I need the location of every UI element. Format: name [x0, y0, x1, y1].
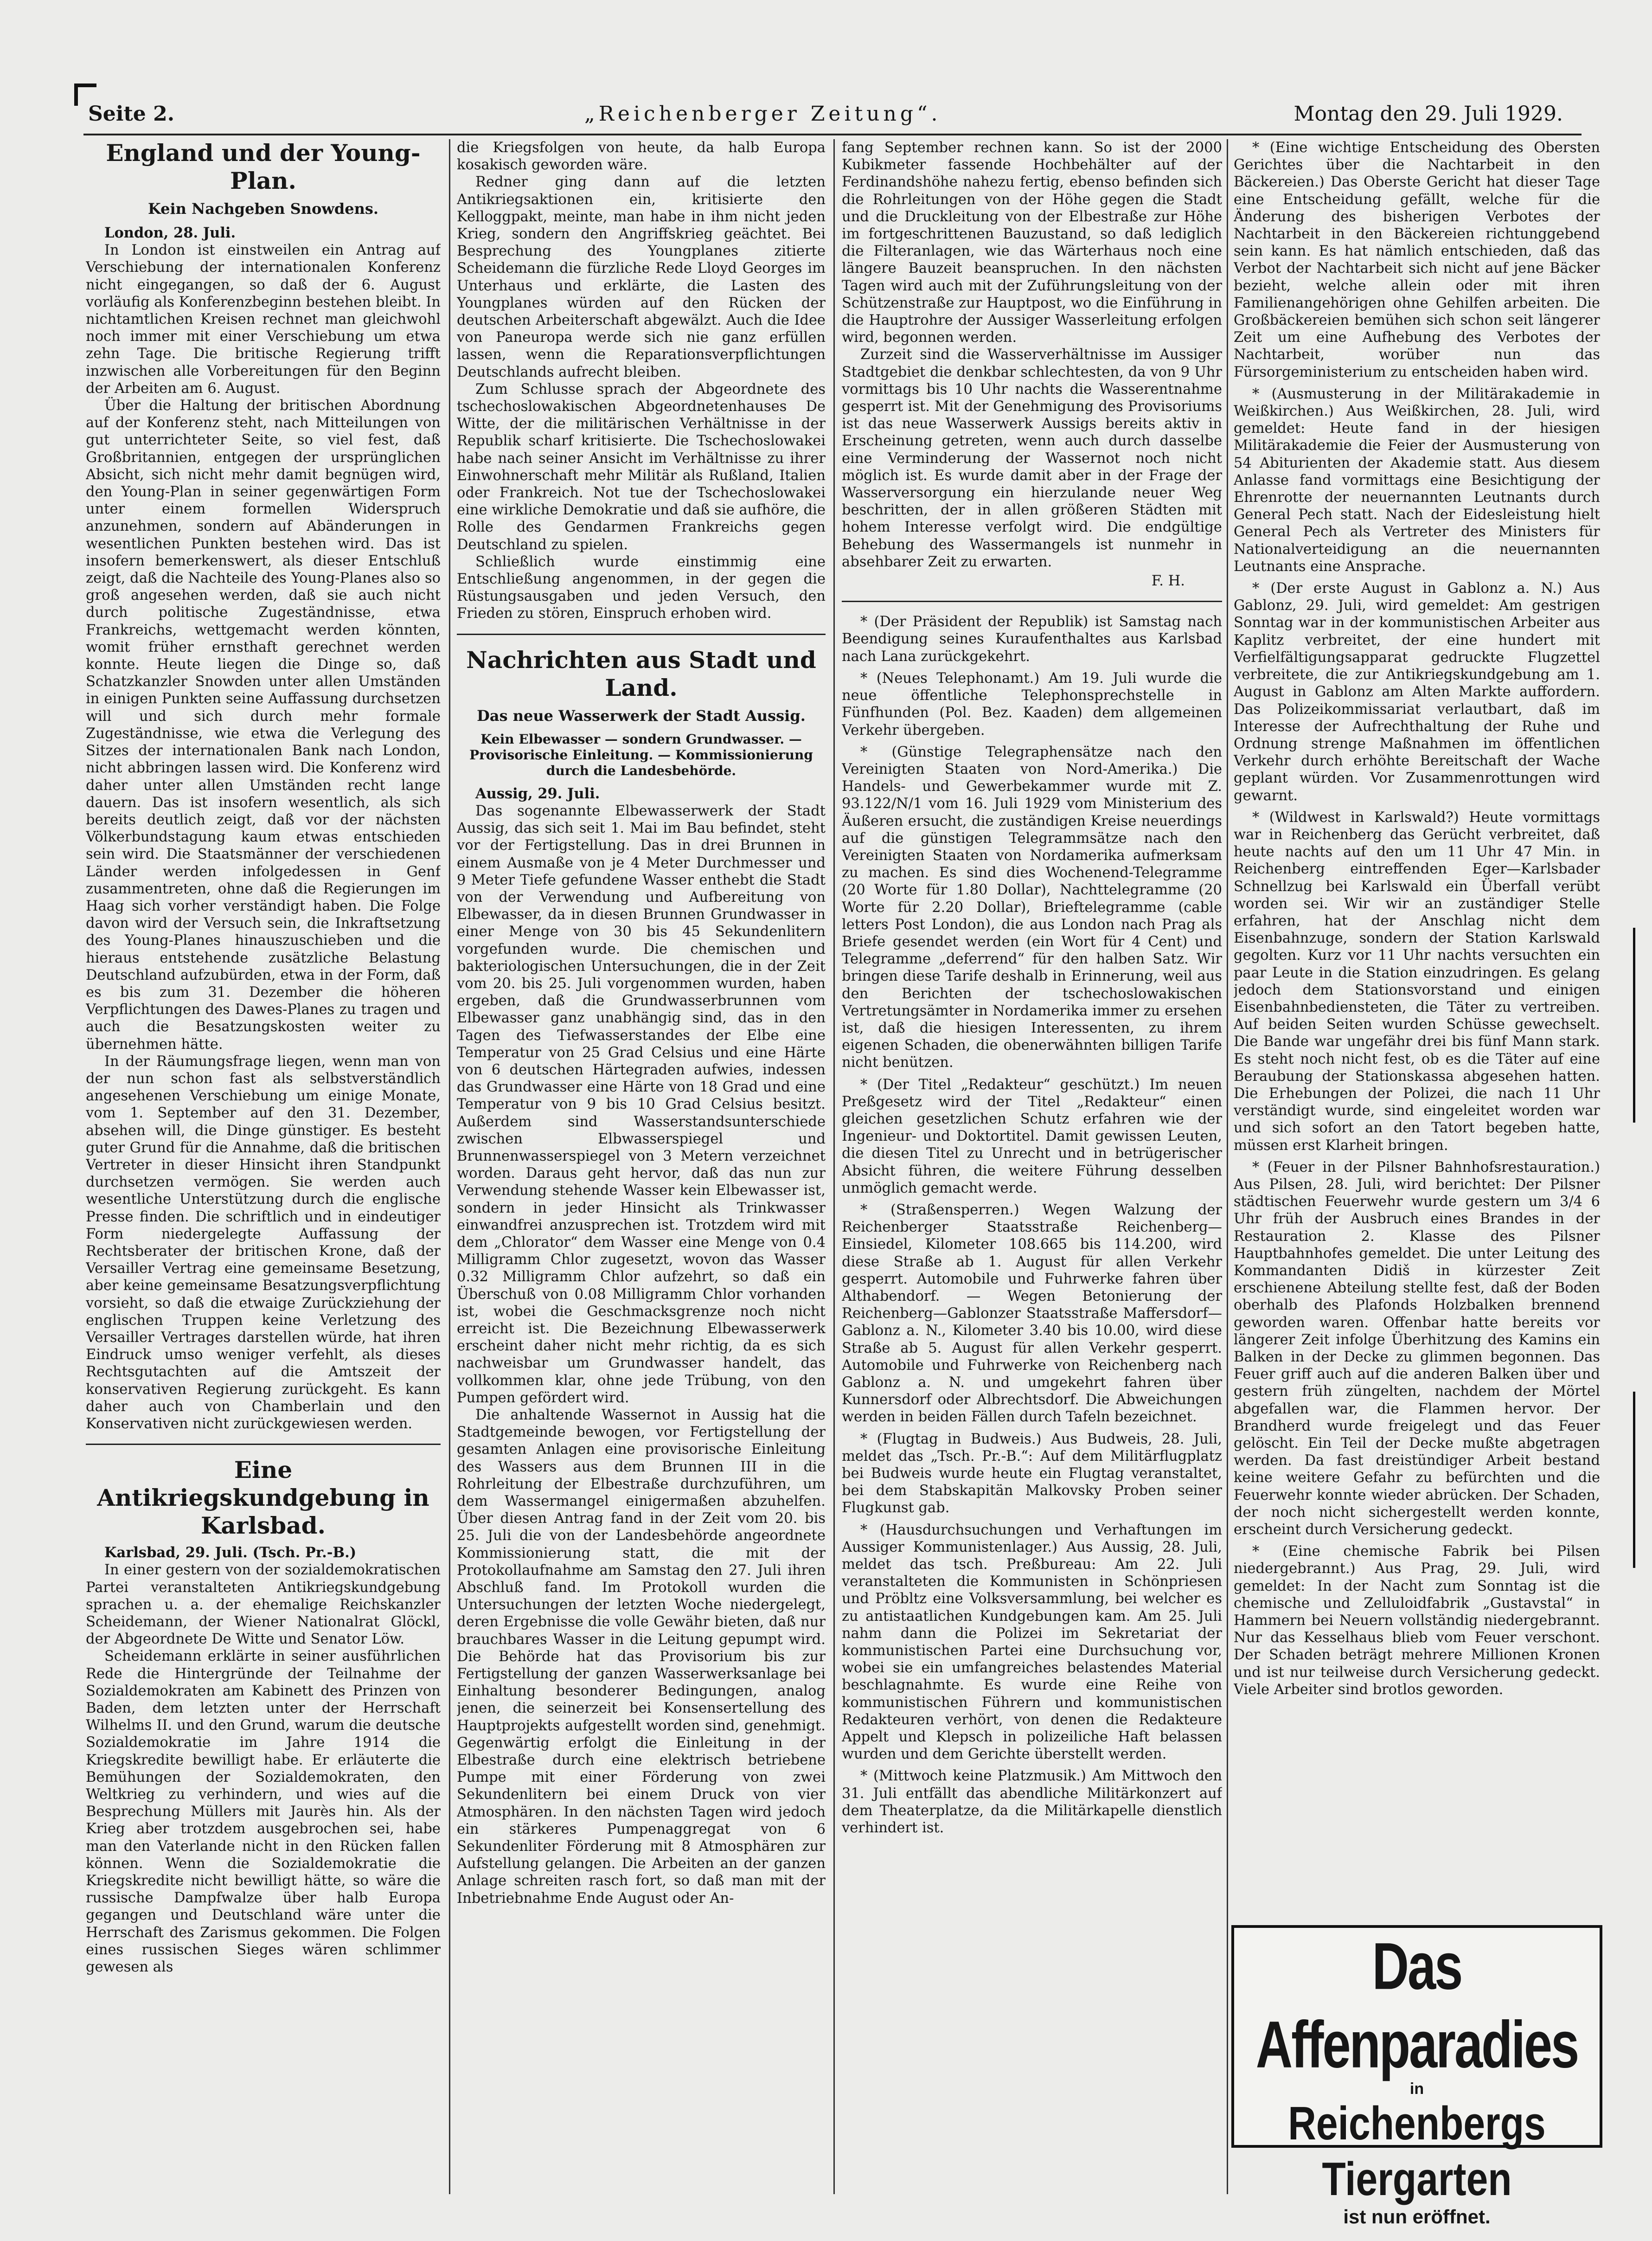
header-rule [83, 134, 1582, 135]
news-item: * (Wildwest in Karlswald?) Heute vormittags war in Reichenberg das Gerücht verbreitet, daß heute nachts auf den um 11 Uhr 47 Min. in Reichenberg eintreffenden Eger—Karlsbader Schnellzug bei Karlswald ein Überfall verübt worden sei. Wir wir an zuständiger Stelle erfahren, hat der Anschlag nicht dem Eisenbahnzuge, sondern der Station Karlswald gegolten. Kurz vor 11 Uhr nachts versuchten ein paar Leute in die Station einzudringen. Es gelang jedoch dem Stationsvorstand und einigen Eisenbahnbediensteten, die Täter zu vertreiben. Auf beiden Seiten wurden Schüsse gewechselt. Die Bande war ungefähr drei bis fünf Mann stark. Es steht noch nicht fest, ob es die Täter auf eine Beraubung der Stationskassa abgesehen hatten. Die Erhebungen der Polizei, die nach 11 Uhr verständigt wurde, sind eingeleitet worden war und sich sofort an den Tatort begeben hatte, müssen erst Klarheit bringen. [1234, 809, 1600, 1154]
dateline: Aussig, 29. Juli. [475, 785, 600, 802]
article-divider [86, 1444, 441, 1445]
paragraph: Scheidemann erklärte in seiner ausführlichen Rede die Hintergründe der Teilnahme der Sozialdemokraten am Kabinett des Prinzen von Baden, dem letzten unter der Herrschaft Wilhelms II. und den Grund, warum die deutsche Sozialdemokratie im Jahre 1914 die Kriegskredite bewilligt habe. Er erläuterte die Bemühungen der Sozialdemokraten, den Weltkrieg zu verhindern, und wies auf die Besprechung Müllers mit Jaurès hin. Als der Krieg aber trotzdem ausgebrochen sei, habe man den Vaterlande nicht in den Rücken fallen können. Wenn die Sozialdemokratie die Kriegskredite nicht bewilligt hätte, so wäre die russische Dampfwalze über halb Europa gegangen und Deutschland wäre unter die Herrschaft des Zarismus gekommen. Die Folgen eines russischen Sieges wären schlimmer gewesen als [86, 1648, 441, 1976]
article-title: England und der Young-Plan. [106, 139, 421, 194]
article-title: Eine Antikriegskundgebung in Karlsbad. [97, 1456, 429, 1540]
dateline: Karlsbad, 29. Juli. (Tsch. Pr.-B.) [104, 1544, 357, 1561]
column-divider [449, 139, 450, 2194]
news-item: * (Ausmusterung in der Militärakademie in Weißkirchen.) Aus Weißkirchen, 28. Juli, wird gemeldet: Heute fand in der hiesigen Militärakademie die Feier der Ausmusterung von 54 Abiturienten der Akademie statt. Aus diesem Anlasse fand vormittags eine Besichtigung der Ehrenrotte der neuernannten Leutnants durch General Pech statt. Nach der Eidesleistung hielt General Pech als Vertreter des Ministers für Nationalverteidigung an die neuernannten Leutnants eine Ansprache. [1234, 385, 1600, 575]
paragraph: Schließlich wurde einstimmig eine Entschließung angenommen, in der gegen die Rüstungsausgaben und jeden Versuch, den Frieden zu stören, Einspruch erhoben wird. [457, 553, 826, 622]
paragraph: die Kriegsfolgen von heute, da halb Europa kosakisch geworden wäre. [457, 140, 826, 173]
paragraph: Redner ging dann auf die letzten Antikriegsaktionen ein, kritisierte den Kelloggpakt, meinte, man habe in ihm nicht jeden Krieg, sondern den Angriffskrieg geächtet. Bei Besprechung des Youngplanes zitierte Scheidemann die fürzliche Rede Lloyd Georges im Unterhaus und erklärte, die Lasten des Youngplanes würden auf den Rücken der deutschen Arbeiterschaft abgewälzt. Auch die Idee von Paneuropa werde sich nie ganz erfüllen lassen, wenn die Reparationsverpflichtungen Deutschlands aufrecht bleiben. [457, 174, 826, 380]
news-item: * (Neues Telephonamt.) Am 19. Juli wurde die neue öffentliche Telephonsprechstelle in Fünfhunden (Pol. Bez. Kaaden) dem allgemeinen Verkehr übergeben. [842, 670, 1222, 738]
page-header [79, 98, 1572, 131]
column-3 [842, 139, 1222, 2185]
news-item: * (Feuer in der Pilsner Bahnhofsrestauration.) Aus Pilsen, 28. Juli, wird berichtet: Der Pilsner städtischen Feuerwehr wurde gestern um 3/4 6 Uhr früh der Ausbruch eines Brandes in der Restauration 2. Klasse des Pilsner Hauptbahnhofes gemeldet. Die unter Leitung des Kommandanten Didiš in kürzester Zeit erschienene Abteilung stellte fest, daß der Boden oberhalb des Plafonds Holzbalken brennend geworden waren. Offenbar hatte bereits vor längerer Zeit infolge Überhitzung des Kamins ein Balken in der Decke zu glimmen begonnen. Das Feuer griff auch auf die anderen Balken über und gestern früh züngelten, nachdem der Mörtel abgefallen war, die Flammen hervor. Der Brandherd wurde freigelegt und das Feuer gelöscht. Ein Teil der Decke mußte abgetragen werden. Da fast dreistündiger Arbeit bestand keine weitere Gefahr zu befürchten und die Feuerwehr konnte wieder abrücken. Der Schaden, der noch nicht sichergestellt werden konnte, erscheint durch Versicherung gedeckt. [1234, 1159, 1600, 1538]
section-title: Nachrichten aus Stadt und Land. [466, 646, 816, 701]
column-divider [1227, 139, 1228, 2194]
article-divider [842, 601, 1222, 602]
edge-mark [1633, 928, 1635, 1123]
paragraph: Das sogenannte Elbewasserwerk der Stadt Aussig, das sich seit 1. Mai im Bau befindet, steht vor der Fertigstellung. Das in drei Brunnen in einem Ausmaße von je 4 Meter Durchmesser und 9 Meter Tiefe gefundene Wasser enthebt die Stadt von der Verwendung und Aufbereitung von Elbewasser, da in diesen Brunnen Grundwasser in einer Menge von 30 bis 45 Sekundenlitern vorgefunden wurde. Die chemischen und bakteriologischen Untersuchungen, die in der Zeit vom 20. bis 25. Juli vorgenommen wurden, haben ergeben, daß die Grundwasserbrunnen vom Elbewasser ganz unabhängig sind, das in den Tagen des Tiefwasserstandes der Elbe eine Temperatur von 25 Grad Celsius und eine Härte von 6 deutschen Härtegraden aufwies, indessen das Grundwasser eine Härte von 18 Grad und eine Temperatur von 9 bis 10 Grad Celsius besitzt. Außerdem sind Wasserstandsunterschiede zwischen Elbwasserspiegel und Brunnenwasserspiegel von 3 Metern verzeichnet worden. Daraus geht hervor, daß das nun zur Verwendung stehende Wasser kein Elbewasser ist, sondern in jeder Hinsicht als Trinkwasser einwandfrei anzusprechen ist. Trotzdem wird mit dem „Chlorator“ dem Wasser eine Menge von 0.4 Milligramm Chlor zugesetzt, wovon das Wasser 0.32 Milligramm Chlor aufzehrt, so daß ein Überschuß von 0.08 Milligramm Chlor vorhanden ist, wobei die Geschmacksgrenze noch nicht erreicht ist. Die Bezeichnung Elbewasserwerk erscheint daher nicht mehr richtig, da es sich nachweisbar um Grundwasser handelt, das vollkommen klar, ohne jede Trübung, von den Pumpen gefördert wird. [457, 803, 826, 1406]
column-4 [1234, 139, 1600, 1907]
news-item: * (Der erste August in Gablonz a. N.) Aus Gablonz, 29. Juli, wird gemeldet: Am gestrigen Sonntag war in der kommunistischen Arbeiter aus Kaplitz verbreitet, der eine hundert mit Verfielfältigungsapparat gedruckte Flugzettel verbreitete, die zur Antikriegskundgebung am 1. August in Gablonz am Alten Markte auffordern. Das Polizeikommissariat verlautbart, daß im Interesse der Aufrechthaltung der Ruhe und Ordnung strenge Maßnahmen im öffentlichen Verkehr durch erhöhte Bereitschaft der Wache geplant würden. Vor Zusammenrottungen wird gewarnt. [1234, 580, 1600, 804]
issue-date: Montag den 29. Juli 1929. [1293, 102, 1563, 126]
section-divider [457, 634, 826, 635]
ad-location: Reichenbergs Tiergarten [1288, 2097, 1546, 2205]
news-item: * (Eine wichtige Entscheidung des Obersten Gerichtes über die Nachtarbeit in den Bäckereien.) Das Oberste Gericht hat dieser Tage eine Entscheidung gefällt, welche für die Änderung des bisherigen Verbotes der Nachtarbeit in den Bäckereien richtunggebend sein kann. Es hat nämlich entschieden, daß das Verbot der Nachtarbeit sich nicht auf jene Bäcker bezieht, welche allein oder mit ihren Familienangehörigen ohne Gehilfen arbeiten. Die Großbäckereien bemühen sich schon seit längerer Zeit um eine Aufhebung des Verbotes der Nachtarbeit, worüber nun das Fürsorgeministerium zu entscheiden haben wird. [1234, 140, 1600, 380]
article-subtitle: Kein Elbewasser — sondern Grundwasser. — Provisorische Einleitung. — Kommissionierung durch die Landesbehörde. [469, 731, 813, 778]
column-divider [833, 139, 835, 2194]
paragraph: Über die Haltung der britischen Abordnung auf der Konferenz steht, nach Mitteilungen von gut unterrichteter Seite, so viel fest, daß Großbritannien, entgegen der ursprünglichen Absicht, sich nicht mehr damit begnügen wird, den Young-Plan in seiner gegenwärtigen Form unter einem formellen Widerspruch anzunehmen, sondern auf Abänderungen in wesentlichen Punkten bestehen wird. Das ist insofern bemerkenswert, als dieser Entschluß zeigt, daß die Nachteile des Young-Planes also so groß angesehen werden, daß sie auch nicht durch politische Zugeständnisse, etwa Frankreichs, wettgemacht werden könnten, womit früher ernsthaft gerechnet werden konnte. Heute liegen die Dinge so, daß Schatzkanzler Snowden unter allen Umständen in einigen Punkten seine Auffassung durchsetzen will und sich durch mehr formale Zugeständnisse, wie etwa die Verlegung des Sitzes der internationalen Bank nach London, nicht abbringen lassen wird. Die Konferenz wird daher unter allen Umständen recht lange dauern. Das ist insofern wesentlich, als sich bereits deutlich zeigt, daß vor der nächsten Völkerbundstagung kaum etwas entschieden sein wird. Die Staatsmänner der verschiedenen Länder werden infolgedessen in Genf zusammentreten, ohne daß die Regierungen im Haag sich vorher verständigt haben. Die Folge davon wird der Versuch sein, die Inkraftsetzung des Young-Planes hinauszuschieben und die hieraus entstehende zusätzliche Belastung Deutschland aufzubürden, etwa in der Form, daß es bis zum 31. Dezember die höheren Verpflichtungen des Dawes-Planes zu tragen und auch die Besatzungskosten weiter zu übernehmen hätte. [86, 398, 441, 1053]
paragraph: In einer gestern von der sozialdemokratischen Partei veranstalteten Antikriegskundgebung sprachen u. a. der ehemalige Reichskanzler Scheidemann, der Wiener Nationalrat Glöckl, der Abgeordnete De Witte und Senator Löw. [86, 1562, 441, 1648]
news-item: * (Der Titel „Redakteur“ geschützt.) Im neuen Preßgesetz wird der Titel „Redakteur“ einen gleichen gesetzlichen Schutz erfahren wie der Ingenieur- und Doktortitel. Damit gewissen Leuten, die diesen Titel zu Unrecht und in betrügerischer Absicht führen, die weitere Führung desselben unmöglich gemacht werde. [842, 1076, 1222, 1196]
ad-tagline: ist nun eröffnet. [1343, 2206, 1491, 2228]
paragraph: In der Räumungsfrage liegen, wenn man von der nun schon fast als selbstverständlich angesehenen Verschiebung um einige Monate, vom 1. September auf den 31. Dezember, absehen will, die Dinge günstiger. Es besteht guter Grund für die Annahme, daß die britischen Vertreter in dieser Hinsicht ihren Standpunkt durchsetzen vermögen. Sie werden auch wesentliche Unterstützung durch die englische Presse finden. Die schriftlich und in eindeutiger Form niedergelegte Auffassung der Rechtsberater der britischen Krone, daß der Versailler Vertrag eine gemeinsame Besetzung, aber keine gemeinsame Besatzungsverpflichtung vorsieht, so daß die etwaige Zurückziehung der englischen Truppen keine Verletzung des Versailler Vertrages darstellen würde, hat ihren Eindruck umso weniger verfehlt, als dieses Rechtsgutachten auf die Amtszeit der konservativen Regierung zurückgeht. Es kann daher auch von Chamberlain und den Konservativen nicht zurückgewiesen werden. [86, 1053, 441, 1432]
paragraph: In London ist einstweilen ein Antrag auf Verschiebung der internationalen Konferenz nicht eingegangen, so daß der 6. August vorläufig als Konferenzbeginn bestehen bleibt. In nichtamtlichen Kreisen rechnet man gleichwohl noch immer mit einer Verschiebung um etwa zehn Tage. Die britische Regierung trifft inzwischen alle Vorbereitungen für den Beginn der Arbeiten am 6. August. [86, 242, 441, 397]
paragraph: Zum Schlusse sprach der Abgeordnete des tschechoslowakischen Abgeordnetenhauses De Witte, der die militärischen Verhältnisse in der Republik scharf kritisierte. Die Tschechoslowakei habe nach seiner Ansicht im Verhältnisse zu ihrer Einwohnerschaft mehr Militär als Rußland, Italien oder Frankreich. Not tue der Tschechoslowakei eine wirkliche Demokratie und daß sie aufhöre, die Rolle des Gendarmen Frankreichs gegen Deutschland zu spielen. [457, 381, 826, 553]
news-item: * (Hausdurchsuchungen und Verhaftungen im Aussiger Kommunistenlager.) Aus Aussig, 28. Juli, meldet das tsch. Preßbureau: Am 22. Juli veranstalteten die Kommunisten in Schönpriesen und Pröbltz eine Volksversammlung, bei welcher es zu antistaatlichen Kundgebungen kam. Am 25. Juli nahm dann die Polizei im Sekretariat der kommunistischen Partei eine Durchsuchung vor, wobei sie ein umfangreiches belastendes Material beschlagnahmte. Es wurde eine Reihe von kommunistischen Führern und kommunistischen Redakteuren verhört, von denen die Redakteure Appelt und Klepsch in polizeiliche Haft belassen wurden und dem Gerichte überstellt werden. [842, 1522, 1222, 1763]
paragraph: fang September rechnen kann. So ist der 2000 Kubikmeter fassende Hochbehälter auf der Ferdinandshöhe nahezu fertig, ebenso befinden sich die Rohrleitungen von der Höhe gegen die Stadt und die Druckleitung von der Elbestraße zur Höhe im fortgeschrittenen Bauzustand, so daß lediglich die Filteranlagen, wie das Wärterhaus noch eine längere Bauzeit beanspruchen. In den nächsten Tagen wird auch mit der Zuführungsleitung von der Schützenstraße zur Hauptpost, wo die Einführung in die Hauptrohre der Aussiger Wasserleitung erfolgen wird, begonnen werden. [842, 140, 1222, 346]
ad-headline: Das Affenparadies [1255, 1929, 1578, 2082]
news-item: * (Der Präsident der Republik) ist Samstag nach Beendigung seines Kuraufenthaltes aus Karlsbad nach Lana zurückgekehrt. [842, 614, 1222, 665]
dateline: London, 28. Juli. [104, 225, 236, 241]
column-2 [457, 139, 826, 2185]
news-item: * (Flugtag in Budweis.) Aus Budweis, 28. Juli, meldet das „Tsch. Pr.-B.“: Auf dem Militärflugplatz bei Budweis wurde heute ein Flugtag veranstaltet, bei dem Stabskapitän Malkovsky Proben seiner Flugkunst gab. [842, 1431, 1222, 1516]
newspaper-title: „Reichenberger Zeitung“. [584, 102, 941, 126]
news-item: * (Günstige Telegraphensätze nach den Vereinigten Staaten von Nord-Amerika.) Die Handels- und Gewerbekammer wurde mit Z. 93.122/N/1 vom 16. Juli 1929 vom Ministerium des Äußeren ersucht, die zuständigen Kreise neuerdings auf die günstigen Telegrammsätze nach den Vereinigten Staaten von Nordamerika aufmerksam zu machen. Es sind dies Wochenend-Telegramme (20 Worte für 1.80 Dollar), Nachttelegramme (20 Worte für 2.20 Dollar), Brieftelegramme (cable letters Post London), die aus London nach Prag als Briefe gesendet werden (ein Wort für 4 Cent) und Telegramme „deferrend“ für den halben Satz. Wir bringen diese Tarife deshalb in Erinnerung, weil aus den Berichten der tschechoslowakischen Vertretungsämter in Nordamerika immer zu ersehen ist, daß die hiesigen Interessenten, zu ihrem eigenen Schaden, die obenerwähnten billigen Tarife nicht benützen. [842, 744, 1222, 1071]
paragraph: Zurzeit sind die Wasserverhältnisse im Aussiger Stadtgebiet die denkbar schlechtesten, da von 9 Uhr vormittags bis 10 Uhr nachts die Wasserentnahme gesperrt ist. Mit der Genehmigung des Provisoriums ist das neue Wasserwerk Aussigs bereits aktiv in Erscheinung getreten, wenn auch durch dasselbe eine Verminderung der Wassernot noch nicht möglich ist. Es wurde damit aber in der Frage der Wasserversorgung ein hierzulande neuer Weg beschritten, der in allen größeren Städten mit hohem Interesse verfolgt wird. Die endgültige Behebung des Wassermangels ist nunmehr in absehbarer Zeit zu erwarten. [842, 347, 1222, 570]
news-item: * (Eine chemische Fabrik bei Pilsen niedergebrannt.) Aus Prag, 29. Juli, wird gemeldet: In der Nacht zum Sonntag ist die chemische und Zelluloidfabrik „Gustavstal“ in Hammern bei Neuern vollständig niedergebrannt. Nur das Kesselhaus blieb vom Feuer verschont. Der Schaden beträgt mehrere Millionen Kronen und ist nur teilweise durch Versicherung gedeckt. Viele Arbeiter sind brotlos geworden. [1234, 1543, 1600, 1698]
paragraph: Die anhaltende Wassernot in Aussig hat die Stadtgemeinde bewogen, vor Fertigstellung der gesamten Anlagen eine provisorische Einleitung des Wassers aus dem Brunnen III in die Rohrleitung der Elbestraße durchzuführen, um dem Wassermangel einigermaßen abzuhelfen. Über diesen Antrag fand in der Zeit vom 20. bis 25. Juli die von der Landesbehörde angeordnete Kommissionierung statt, die mit der Protokollaufnahme am Samstag den 27. Juli ihren Abschluß fand. Im Protokoll wurden die Untersuchungen der letzten Woche niedergelegt, deren Ergebnisse die volle Gewähr bieten, daß nur brauchbares Wasser in die Leitung gepumpt wird. Die Behörde hat das Provisorium bis zur Fertigstellung der ganzen Wasserwerksanlage bei Einhaltung besonderer Bedingungen, analog jenen, die seinerzeit bei Konsensertellung des Hauptprojekts aufgestellt worden sind, genehmigt. Gegenwärtig erfolgt die Einleitung in der Elbestraße durch eine elektrisch betriebene Pumpe mit einer Förderung von zwei Sekundenlitern bei einem Druck von vier Atmosphären. In den nächsten Tagen wird jedoch ein stärkeres Pumpenaggregat von 6 Sekundenliter Förderung mit 8 Atmosphären zur Aufstellung gelangen. Die Arbeiten an der ganzen Anlage schreiten rasch fort, so daß man mit der Inbetriebnahme Ende August oder An- [457, 1407, 826, 1907]
edge-mark [1633, 1392, 1635, 1568]
ad-connector: in [1409, 2080, 1424, 2098]
column-1 [86, 139, 441, 2185]
news-item: * (Straßensperren.) Wegen Walzung der Reichenberger Staatsstraße Reichenberg—Einsiedel, Kilometer 108.665 bis 114.200, wird diese Straße ab 1. August für allen Verkehr gesperrt. Automobile und Fuhrwerke fahren über Althabendorf. — Wegen Betonierung der Reichenberg—Gablonzer Staatsstraße Maffersdorf—Gablonz a. N., Kilometer 3.40 bis 10.00, wird diese Straße ab 5. August für allen Verkehr gesperrt. Automobile und Fuhrwerke von Reichenberg nach Gablonz a. N. und umgekehrt fahren über Kunnersdorf oder Albrechtsdorf. Die Abweichungen werden in beiden Fällen durch Tafeln bezeichnet. [842, 1201, 1222, 1426]
page-number: Seite 2. [88, 102, 175, 126]
article-subtitle: Kein Nachgeben Snowdens. [147, 200, 379, 218]
advertisement [1231, 1925, 1602, 2228]
news-item: * (Mittwoch keine Platzmusik.) Am Mittwoch den 31. Juli entfällt das abendliche Militärkonzert auf dem Theaterplatze, da die Militärkapelle dienstlich verhindert ist. [842, 1768, 1222, 1836]
author-signature: F. H. [1151, 573, 1185, 590]
article-title: Das neue Wasserwerk der Stadt Aussig. [477, 706, 806, 725]
